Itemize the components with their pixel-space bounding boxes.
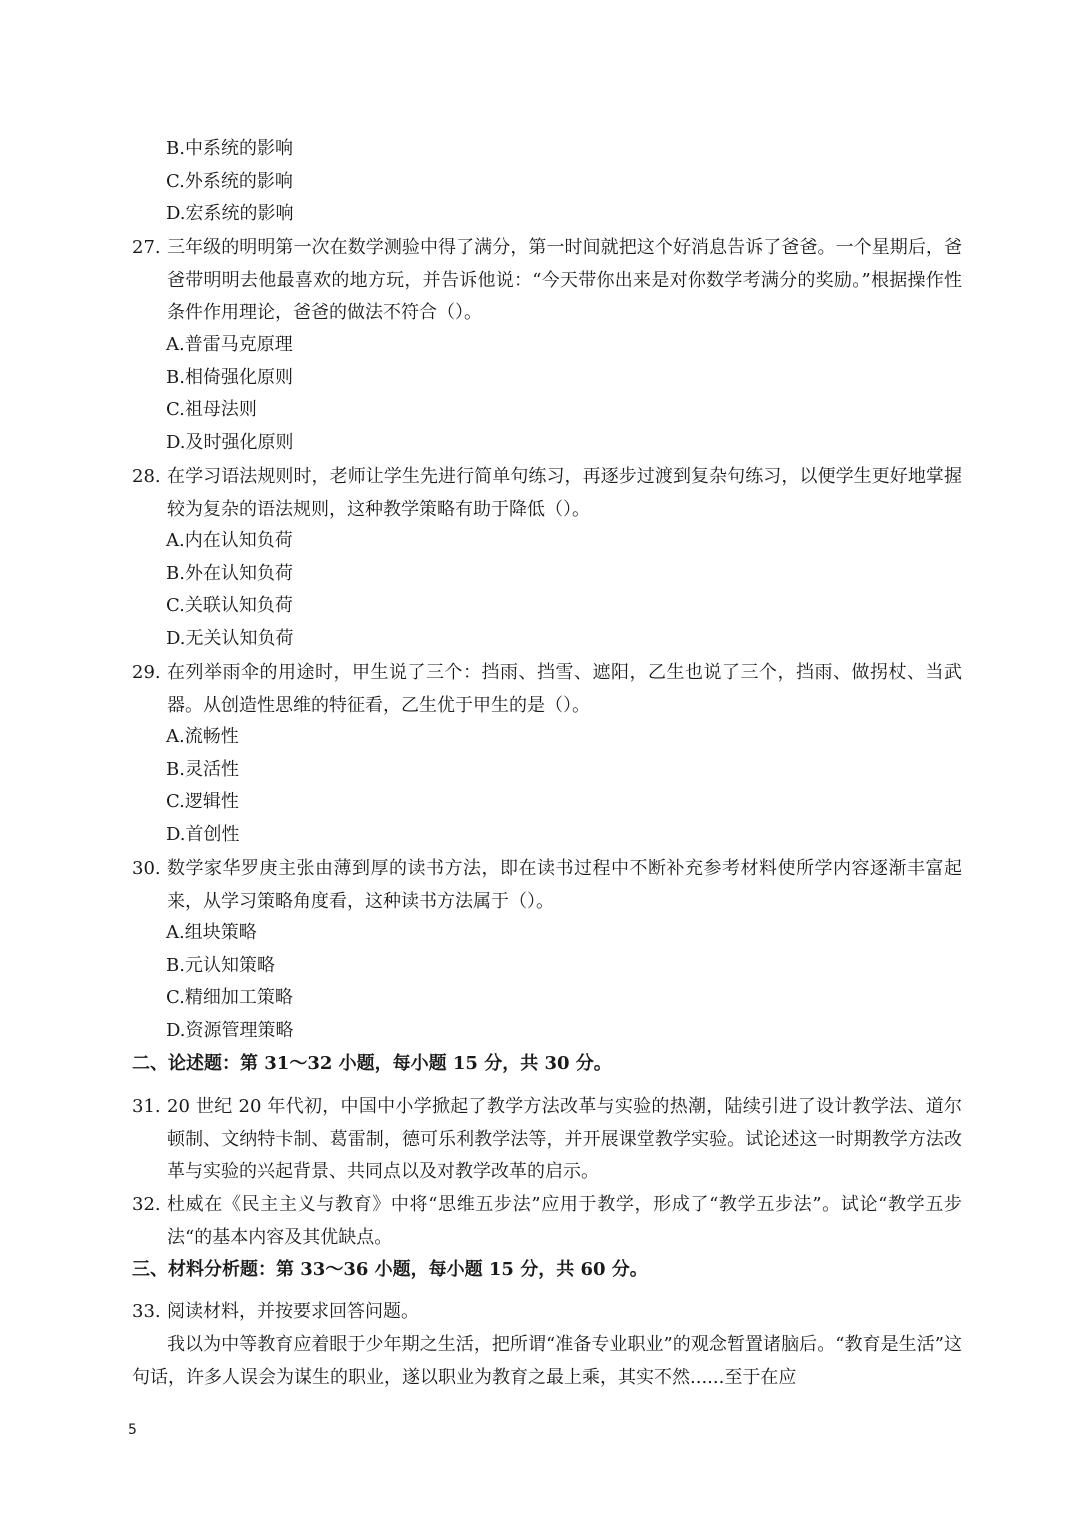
option-28-c: C.关联认知负荷: [166, 595, 293, 616]
question-number: 33.: [132, 1301, 161, 1322]
reading-material: 我以为中等教育应着眼于少年期之生活，把所谓“准备专业职业”的观念暂置诸脑后。“教育是生活”这句话，许多人误会为谋生的职业，遂以职业为教育之最上乘，其实不然......至于在应: [132, 1334, 962, 1388]
question-31: [132, 1091, 962, 1189]
option-29-c: C.逻辑性: [166, 791, 239, 812]
question-number: 29.: [132, 662, 161, 683]
option-26-b: B.中系统的影响: [166, 138, 293, 159]
option-27-d: D.及时强化原则: [166, 432, 294, 453]
question-number: 27.: [132, 237, 161, 258]
question-number: 32.: [132, 1194, 161, 1215]
question-27: [132, 232, 962, 330]
option-30-c: C.精细加工策略: [166, 987, 293, 1008]
page-number: 5: [128, 1422, 137, 1438]
option-30-b: B.元认知策略: [166, 955, 275, 976]
option-26-c: C.外系统的影响: [166, 171, 293, 192]
question-28: [132, 461, 962, 526]
option-29-d: D.首创性: [166, 824, 240, 845]
option-28-d: D.无关认知负荷: [166, 628, 294, 649]
option-30-d: D.资源管理策略: [166, 1020, 294, 1041]
question-30: [132, 853, 962, 918]
option-27-a: A.普雷马克原理: [166, 334, 293, 355]
option-30-a: A.组块策略: [166, 922, 257, 943]
section-heading-essay: 二、论述题：第 31～32 小题，每小题 15 分，共 30 分。: [132, 1053, 612, 1074]
question-number: 30.: [132, 858, 161, 879]
question-stem: 20 世纪 20 年代初，中国中小学掀起了教学方法改革与实验的热潮，陆续引进了设计教学法、道尔顿制、文纳特卡制、葛雷制，德可乐利教学法等，并开展课堂教学实验。试论述这一时期教学方法改革与实验的兴起背景、共同点以及对教学改革的启示。: [167, 1096, 962, 1183]
option-27-b: B.相倚强化原则: [166, 367, 293, 388]
question-33: [132, 1296, 962, 1329]
option-27-c: C.祖母法则: [166, 399, 257, 420]
question-number: 28.: [132, 466, 161, 487]
question-32: [132, 1189, 962, 1254]
option-26-d: D.宏系统的影响: [166, 203, 294, 224]
question-stem: 数学家华罗庚主张由薄到厚的读书方法，即在读书过程中不断补充参考材料使所学内容逐渐丰富起来，从学习策略角度看，这种读书方法属于（）。: [167, 858, 962, 912]
question-stem: 在学习语法规则时，老师让学生先进行简单句练习，再逐步过渡到复杂句练习，以便学生更好地掌握较为复杂的语法规则，这种教学策略有助于降低（）。: [167, 466, 962, 520]
option-29-a: A.流畅性: [166, 726, 239, 747]
question-29: [132, 657, 962, 722]
option-28-a: A.内在认知负荷: [166, 530, 293, 551]
question-stem: 杜威在《民主主义与教育》中将“思维五步法”应用于教学，形成了“教学五步法”。试论“教学五步法“的基本内容及其优缺点。: [167, 1194, 962, 1248]
option-29-b: B.灵活性: [166, 759, 239, 780]
section-heading-material-analysis: 三、材料分析题：第 33～36 小题，每小题 15 分，共 60 分。: [132, 1259, 648, 1280]
question-stem: 在列举雨伞的用途时，甲生说了三个：挡雨、挡雪、遮阳，乙生也说了三个，挡雨、做拐杖、当武器。从创造性思维的特征看，乙生优于甲生的是（）。: [167, 662, 962, 716]
question-stem: 三年级的明明第一次在数学测验中得了满分，第一时间就把这个好消息告诉了爸爸。一个星期后，爸爸带明明去他最喜欢的地方玩，并告诉他说：“今天带你出来是对你数学考满分的奖励。”根据操作性条件作用理论，爸爸的做法不符合（）。: [167, 237, 962, 324]
question-number: 31.: [132, 1096, 161, 1117]
question-stem: 阅读材料，并按要求回答问题。: [167, 1301, 419, 1322]
option-28-b: B.外在认知负荷: [166, 563, 293, 584]
